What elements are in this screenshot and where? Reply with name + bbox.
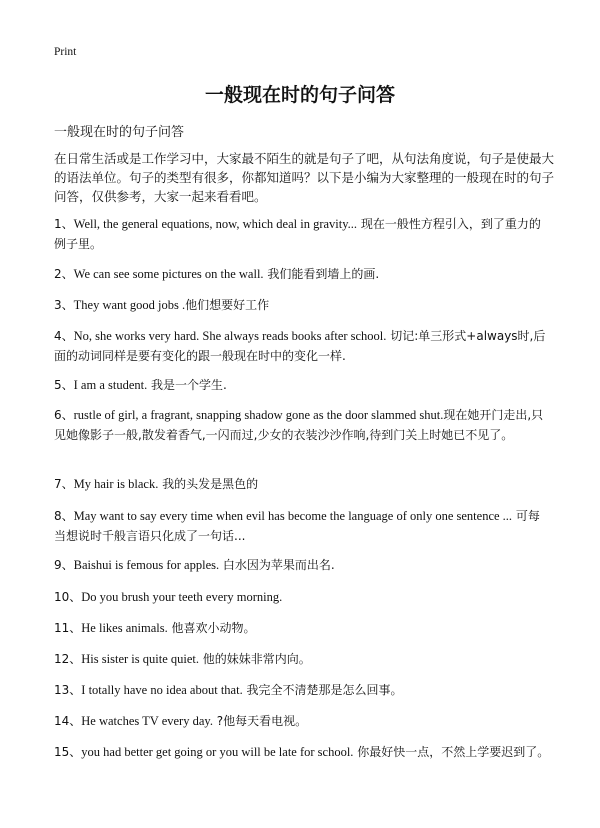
item-number: 2、 — [54, 267, 74, 281]
item-number: 11、 — [54, 621, 82, 635]
list-item — [54, 295, 550, 315]
item-english: They want good jobs . — [73, 298, 186, 312]
list-item — [54, 555, 550, 575]
list-item — [54, 649, 550, 669]
item-english: He likes animals. — [81, 621, 168, 635]
page-title: 一般现在时的句子问答 — [204, 84, 395, 106]
item-english: I totally have no idea about that. — [81, 683, 243, 697]
item-chinese: 我完全不清楚那是怎么回事。 — [242, 683, 403, 697]
item-english: His sister is quite quiet. — [81, 652, 199, 666]
item-chinese: 现在她开门走出,只见她像影子一般,散发着香气,一闪而过,少女的衣装沙沙作响,待到门关上时她已不见了。 — [54, 408, 544, 442]
item-chinese: 我们能看到墙上的画. — [263, 267, 380, 281]
list-item — [54, 742, 550, 762]
item-chinese: 我的头发是黑色的 — [158, 477, 259, 491]
list-item — [54, 474, 550, 494]
item-chinese: 切记:单三形式+always时,后面的动词同样是要有变化的跟一般现在时中的变化一样. — [54, 329, 546, 363]
item-number: 12、 — [54, 652, 82, 666]
item-number: 10、 — [54, 590, 82, 604]
list-item — [54, 375, 550, 395]
subtitle: 一般现在时的句子问答 — [54, 125, 185, 140]
item-number: 3、 — [54, 298, 74, 312]
item-english: you had better get going or you will be late for school. — [81, 745, 354, 759]
item-chinese: 你最好快一点，不然上学要迟到了。 — [353, 745, 550, 759]
list-item — [54, 506, 550, 546]
item-chinese: 他们想要好工作 — [185, 298, 270, 312]
item-number: 14、 — [54, 714, 82, 728]
list-item — [54, 711, 550, 731]
item-chinese: 我是一个学生. — [147, 378, 227, 392]
item-english: rustle of girl, a fragrant, snapping shadow gone as the door slammed shut. — [73, 408, 444, 422]
list-item — [54, 680, 550, 700]
item-english: My hair is black. — [73, 477, 159, 491]
item-chinese: 可每当想说时千般言语只化成了一句话... — [54, 509, 540, 543]
print-label[interactable]: Print — [54, 46, 77, 58]
item-english: He watches TV every day. — [81, 714, 213, 728]
list-item — [54, 587, 550, 607]
item-number: 1、 — [54, 217, 74, 231]
item-number: 5、 — [54, 378, 74, 392]
item-chinese: 他的妹妹非常内向。 — [198, 652, 311, 666]
item-number: 4、 — [54, 329, 74, 343]
list-item — [54, 214, 550, 254]
item-english: We can see some pictures on the wall. — [73, 267, 264, 281]
item-number: 9、 — [54, 558, 74, 572]
item-english: Do you brush your teeth every morning. — [81, 590, 283, 604]
item-english: No, she works very hard. She always reads books after school. — [73, 329, 387, 343]
list-item — [54, 618, 550, 638]
item-number: 6、 — [54, 408, 74, 422]
item-chinese: 现在一般性方程引入，到了重力的例子里。 — [54, 217, 541, 251]
item-english: May want to say every time when evil has become the language of only one sentence ... — [73, 509, 513, 523]
item-chinese: 他喜欢小动物。 — [167, 621, 256, 635]
item-chinese: ?他每天看电视。 — [212, 714, 308, 728]
item-number: 13、 — [54, 683, 82, 697]
item-english: Well, the general equations, now, which deal in gravity... — [73, 217, 358, 231]
intro-paragraph: 在日常生活或是工作学习中，大家最不陌生的就是句子了吧，从句法角度说，句子是使最大的语法单位。句子的类型有很多，你都知道吗？以下是小编为大家整理的一般现在时的句子问答，仅供参考，大家一起来看看吧。 — [54, 151, 555, 204]
item-english: I am a student. — [73, 378, 148, 392]
item-chinese: 白水因为苹果而出名. — [219, 558, 335, 572]
item-english: Baishui is femous for apples. — [73, 558, 220, 572]
item-number: 7、 — [54, 477, 74, 491]
list-item — [54, 405, 550, 445]
item-number: 15、 — [54, 745, 82, 759]
list-item — [54, 326, 550, 366]
list-item — [54, 264, 550, 284]
item-number: 8、 — [54, 509, 74, 523]
